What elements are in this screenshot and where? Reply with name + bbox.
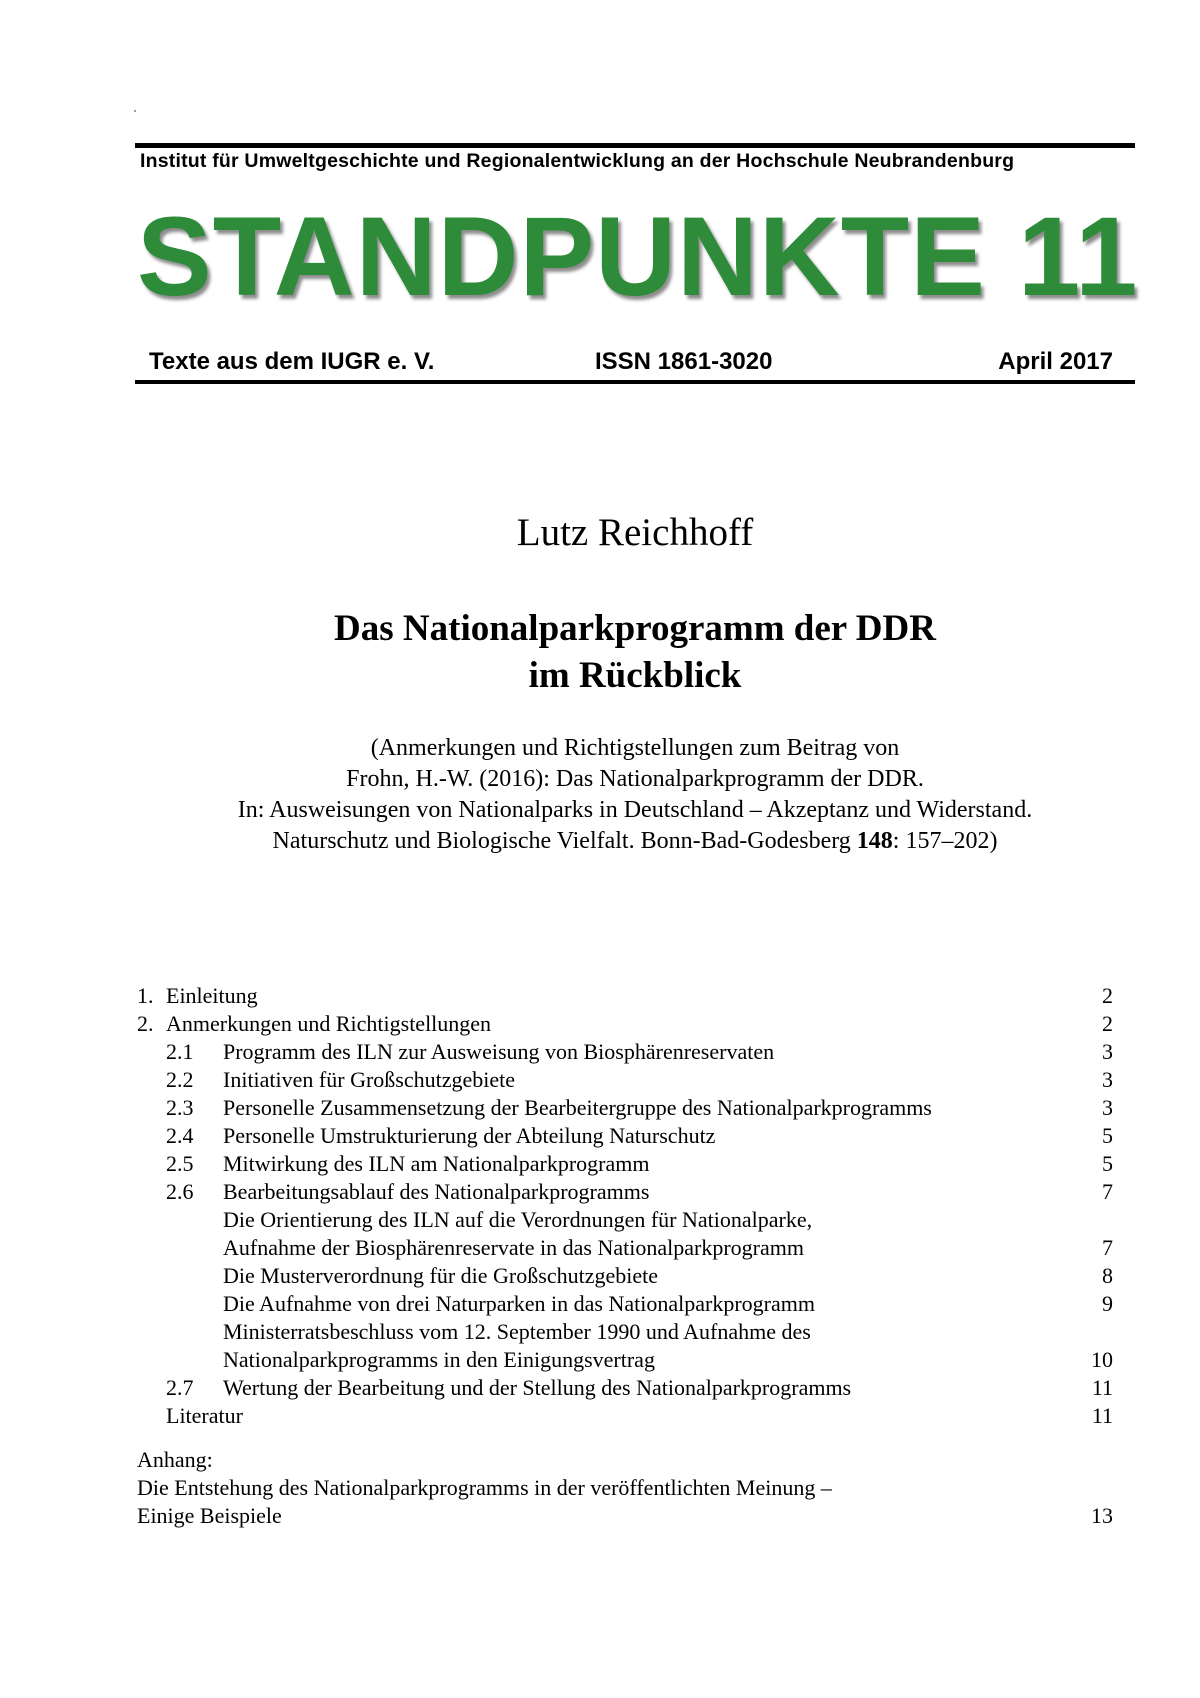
publication-date: April 2017	[998, 348, 1113, 375]
toc-entry-number: 2.1	[166, 1039, 194, 1064]
toc-entry-title: Personelle Zusammensetzung der Bearbeitergruppe des Nationalparkprogramms	[223, 1095, 932, 1120]
toc-entry	[0, 1502, 1200, 1530]
title-line-2: im Rückblick	[528, 655, 742, 696]
volume-number: 148	[856, 828, 893, 854]
toc-entry-page: 8	[1102, 1263, 1113, 1288]
toc-entry-number: 2.5	[166, 1151, 194, 1176]
toc-entry	[0, 1150, 1200, 1178]
toc-entry-page: 7	[1102, 1235, 1113, 1260]
toc-entry	[0, 1402, 1200, 1430]
toc-entry	[0, 1346, 1200, 1374]
toc-entry	[0, 1206, 1200, 1234]
note-line-2: Frohn, H.-W. (2016): Das Nationalparkprogramm der DDR.	[346, 766, 924, 792]
toc-entry-title: Programm des ILN zur Ausweisung von Biosphärenreservaten	[223, 1039, 775, 1064]
toc-entry	[0, 1234, 1200, 1262]
toc-entry-page: 5	[1102, 1151, 1113, 1176]
paper-title	[0, 605, 1200, 699]
toc-entry	[0, 1374, 1200, 1402]
toc-entry	[0, 1446, 1200, 1474]
toc-entry-title: Ministerratsbeschluss vom 12. September 1990 und Aufnahme des	[223, 1319, 811, 1344]
toc-entry	[0, 1066, 1200, 1094]
toc-entry-title: Nationalparkprogramms in den Einigungsvertrag	[223, 1347, 655, 1372]
toc-entry-title: Initiativen für Großschutzgebiete	[223, 1067, 516, 1092]
note-line-3: In: Ausweisungen von Nationalparks in Deutschland – Akzeptanz und Widerstand.	[237, 797, 1033, 823]
toc-entry	[0, 982, 1200, 1010]
author-name: Lutz Reichhoff	[516, 511, 754, 554]
header-bottom-rule	[135, 380, 1135, 384]
toc-entry	[0, 1178, 1200, 1206]
header-top-rule	[135, 143, 1135, 148]
toc-entry-page: 11	[1091, 1403, 1113, 1428]
speck	[134, 110, 136, 112]
toc-entry-page: 13	[1091, 1503, 1113, 1528]
toc-entry-title: Anhang:	[137, 1447, 213, 1472]
toc-entry-page: 7	[1102, 1179, 1113, 1204]
toc-entry-number: 2.6	[166, 1179, 194, 1204]
toc-entry-title: Mitwirkung des ILN am Nationalparkprogramm	[223, 1151, 650, 1176]
note-line-4-text: Naturschutz und Biologische Vielfalt. Bonn-Bad-Godesberg	[272, 828, 857, 854]
toc-entry-page: 11	[1091, 1375, 1113, 1400]
toc-entry-number: 1.	[137, 983, 154, 1008]
series-title: STANDPUNKTE 11	[137, 194, 1139, 319]
toc-entry-page: 9	[1102, 1291, 1113, 1316]
toc-entry-number: 2.2	[166, 1067, 194, 1092]
note-line-4	[0, 826, 1200, 857]
toc-entry-number: 2.4	[166, 1123, 194, 1148]
toc-entry-page: 3	[1102, 1095, 1113, 1120]
note-line-4-pages: : 157–202)	[892, 828, 998, 854]
publisher-line: Texte aus dem IUGR e. V.	[149, 348, 435, 375]
toc-entry	[0, 1122, 1200, 1150]
toc-entry-page: 2	[1102, 983, 1113, 1008]
toc-entry	[0, 1262, 1200, 1290]
toc-entry-title: Die Orientierung des ILN auf die Verordnungen für Nationalparke,	[223, 1207, 813, 1232]
toc-entry-number: 2.3	[166, 1095, 194, 1120]
institute-name: Institut für Umweltgeschichte und Regionalentwicklung an der Hochschule Neubrandenburg	[140, 150, 1015, 172]
toc-entry-title: Personelle Umstrukturierung der Abteilung Naturschutz	[223, 1123, 716, 1148]
toc-entry-title: Aufnahme der Biosphärenreservate in das Nationalparkprogramm	[223, 1235, 804, 1260]
toc-entry-title: Bearbeitungsablauf des Nationalparkprogramms	[223, 1179, 650, 1204]
toc-entry-number: 2.	[137, 1011, 154, 1036]
toc-entry-page: 3	[1102, 1039, 1113, 1064]
toc-entry-title: Die Entstehung des Nationalparkprogramms in der veröffentlichten Meinung –	[137, 1475, 832, 1500]
toc-entry	[0, 1010, 1200, 1038]
toc-entry-number: 2.7	[166, 1375, 194, 1400]
toc-entry-page: 10	[1091, 1347, 1113, 1372]
issn: ISSN 1861-3020	[595, 348, 773, 375]
toc-entry-title: Die Aufnahme von drei Naturparken in das Nationalparkprogramm	[223, 1291, 815, 1316]
toc-entry-page: 2	[1102, 1011, 1113, 1036]
toc-entry-title: Anmerkungen und Richtigstellungen	[166, 1011, 492, 1036]
toc-entry-page: 5	[1102, 1123, 1113, 1148]
toc-entry-title: Literatur	[166, 1403, 243, 1428]
toc-entry-title: Einige Beispiele	[137, 1503, 282, 1528]
title-line-1: Das Nationalparkprogramm der DDR	[334, 608, 936, 649]
toc-entry	[0, 1038, 1200, 1066]
toc-entry-title: Die Musterverordnung für die Großschutzgebiete	[223, 1263, 658, 1288]
toc-entry-title: Einleitung	[166, 983, 258, 1008]
toc-entry	[0, 1290, 1200, 1318]
toc-entry-title: Wertung der Bearbeitung und der Stellung des Nationalparkprogramms	[223, 1375, 852, 1400]
reference-note	[0, 733, 1200, 857]
note-line-1: (Anmerkungen und Richtigstellungen zum Beitrag von	[370, 735, 900, 761]
toc-entry-page: 3	[1102, 1067, 1113, 1092]
toc-entry	[0, 1094, 1200, 1122]
toc-entry	[0, 1474, 1200, 1502]
toc-entry	[0, 1318, 1200, 1346]
